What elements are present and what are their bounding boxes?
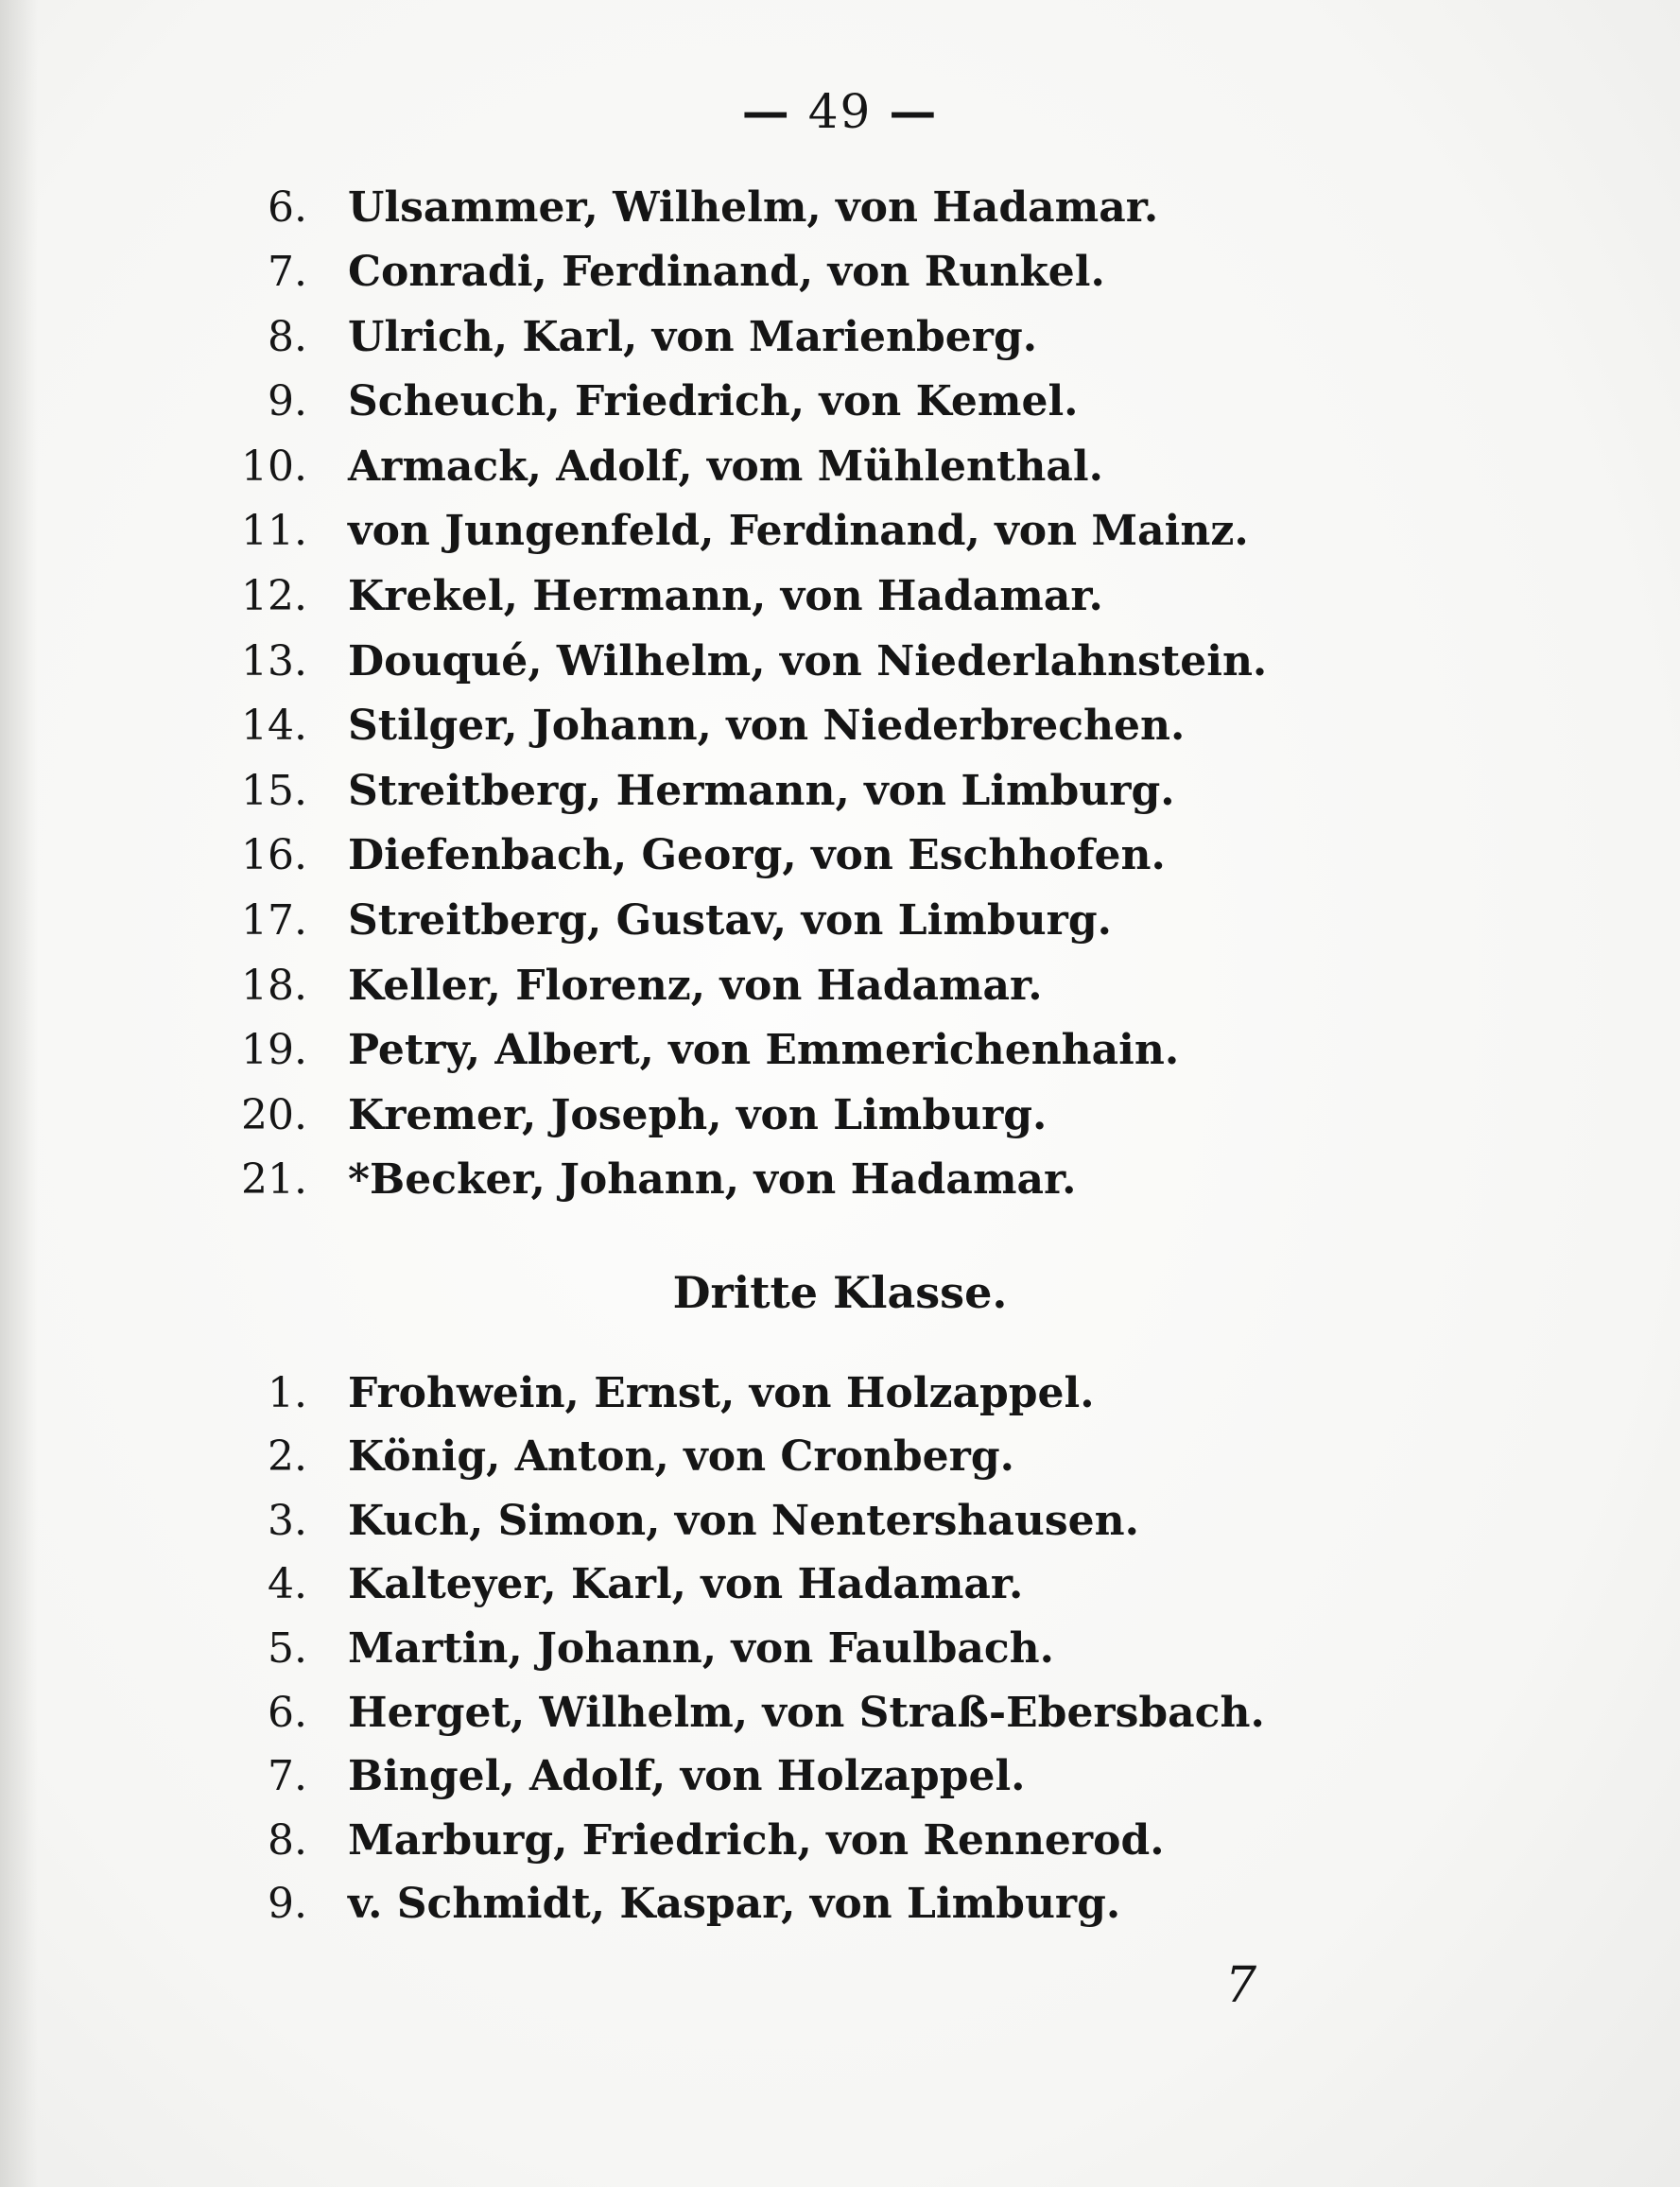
item-name: Kremer, Joseph, von Limburg. xyxy=(348,1091,1048,1139)
item-name: Streitberg, Gustav, von Limburg. xyxy=(348,896,1112,945)
item-name: Kuch, Simon, von Nentershausen. xyxy=(348,1497,1139,1545)
item-number: 11. xyxy=(241,507,307,555)
item-name: Ulrich, Karl, von Marienberg. xyxy=(348,313,1038,361)
item-name: Stilger, Johann, von Niederbrechen. xyxy=(348,702,1186,750)
signature-mark: 7 xyxy=(1225,1957,1257,2014)
item-number: 16. xyxy=(241,831,307,879)
item-number: 15. xyxy=(241,767,307,815)
item-name: Kalteyer, Karl, von Hadamar. xyxy=(348,1560,1024,1608)
item-number: 6. xyxy=(268,183,307,232)
item-number: 13. xyxy=(241,637,307,686)
item-name: Frohwein, Ernst, von Holzappel. xyxy=(348,1369,1095,1417)
item-name: Streitberg, Hermann, von Limburg. xyxy=(348,767,1175,815)
item-number: 8. xyxy=(268,313,307,361)
item-number: 4. xyxy=(268,1560,307,1608)
item-number: 9. xyxy=(268,1880,307,1928)
item-name: Marburg, Friedrich, von Rennerod. xyxy=(348,1816,1165,1865)
item-number: 6. xyxy=(268,1689,307,1737)
item-name: von Jungenfeld, Ferdinand, von Mainz. xyxy=(348,507,1249,555)
item-name: Conradi, Ferdinand, von Runkel. xyxy=(348,248,1105,296)
item-name: Keller, Florenz, von Hadamar. xyxy=(348,962,1043,1010)
item-number: 18. xyxy=(241,962,307,1010)
item-name: Armack, Adolf, vom Mühlenthal. xyxy=(348,443,1103,491)
item-name: Douqué, Wilhelm, von Niederlahnstein. xyxy=(348,637,1268,686)
item-number: 8. xyxy=(268,1816,307,1865)
header-dash-left: — xyxy=(741,83,791,139)
item-number: 20. xyxy=(241,1091,307,1139)
item-number: 10. xyxy=(241,443,307,491)
item-name: Scheuch, Friedrich, von Kemel. xyxy=(348,377,1079,425)
page-header xyxy=(0,83,1680,139)
item-name: v. Schmidt, Kaspar, von Limburg. xyxy=(348,1880,1121,1928)
page-number: 49 xyxy=(807,84,873,139)
item-number: 5. xyxy=(268,1624,307,1673)
item-number: 7. xyxy=(268,1752,307,1800)
item-number: 1. xyxy=(268,1369,307,1417)
item-number: 3. xyxy=(268,1497,307,1545)
item-number: 19. xyxy=(241,1026,307,1074)
item-name: *Becker, Johann, von Hadamar. xyxy=(348,1155,1077,1204)
item-number: 17. xyxy=(241,896,307,945)
header-dash-right: — xyxy=(889,83,939,139)
item-name: Krekel, Hermann, von Hadamar. xyxy=(348,572,1103,620)
section-heading: Dritte Klasse. xyxy=(672,1267,1008,1318)
item-number: 12. xyxy=(241,572,307,620)
item-name: Herget, Wilhelm, von Straß-Ebersbach. xyxy=(348,1689,1265,1737)
item-number: 2. xyxy=(268,1432,307,1481)
item-name: Diefenbach, Georg, von Eschhofen. xyxy=(348,831,1166,879)
item-name: König, Anton, von Cronberg. xyxy=(348,1432,1014,1481)
item-name: Ulsammer, Wilhelm, von Hadamar. xyxy=(348,183,1159,232)
item-name: Martin, Johann, von Faulbach. xyxy=(348,1624,1054,1673)
item-number: 7. xyxy=(268,248,307,296)
item-name: Bingel, Adolf, von Holzappel. xyxy=(348,1752,1026,1800)
item-number: 14. xyxy=(241,702,307,750)
item-number: 9. xyxy=(268,377,307,425)
item-number: 21. xyxy=(241,1155,307,1204)
item-name: Petry, Albert, von Emmerichenhain. xyxy=(348,1026,1180,1074)
